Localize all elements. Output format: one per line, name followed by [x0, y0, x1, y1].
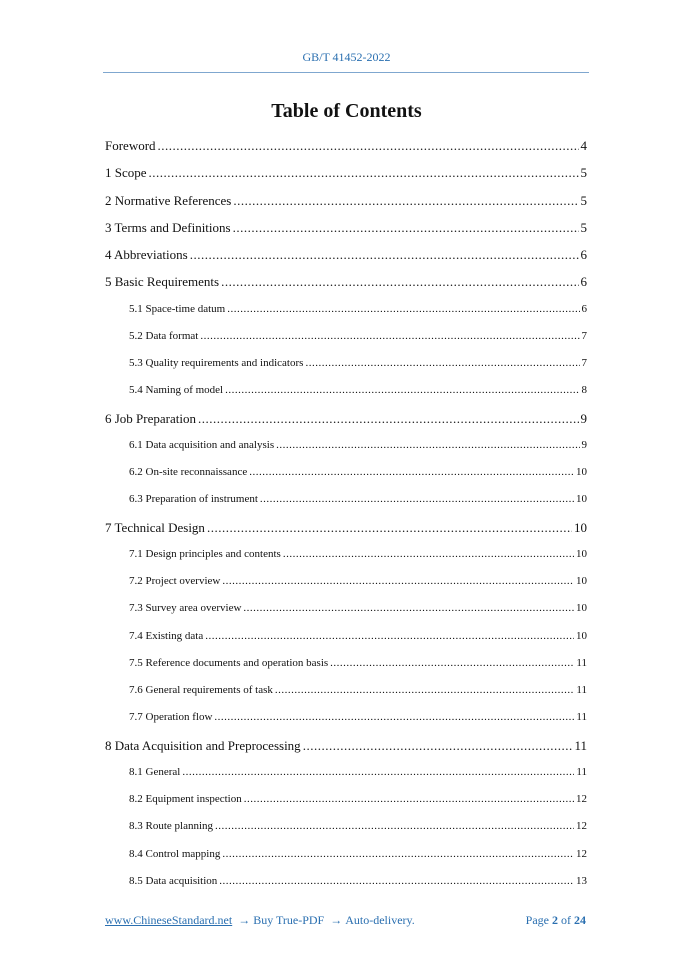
- toc-leader-dots: [233, 214, 579, 241]
- toc-entry[interactable]: [105, 514, 587, 541]
- toc-entry-label: 5.2 Data format: [129, 329, 199, 342]
- toc-entry[interactable]: [105, 459, 587, 486]
- page-title: Table of Contents: [271, 100, 422, 122]
- toc-entry-label: 7.2 Project overview: [129, 575, 221, 587]
- arrow-right-icon: →: [238, 913, 251, 927]
- page-footer: [105, 913, 586, 928]
- toc-entry-page: 10: [574, 519, 587, 535]
- page-total: 24: [574, 913, 586, 927]
- toc-entry-label: 7.5 Reference documents and operation basis: [129, 656, 329, 669]
- toc-leader-dots: [190, 241, 579, 268]
- page-current: 2: [552, 913, 558, 927]
- toc-entry-page: 5: [580, 219, 587, 235]
- toc-entry-label: 6.1 Data acquisition and analysis: [129, 438, 275, 451]
- page-of: of: [561, 913, 571, 927]
- toc-entry[interactable]: [105, 541, 587, 568]
- toc-entry[interactable]: [105, 786, 587, 813]
- toc-entry[interactable]: [105, 268, 587, 295]
- toc-entry[interactable]: [105, 159, 587, 186]
- toc-entry-page: 9: [580, 410, 587, 426]
- toc-entry-page: 10: [576, 575, 587, 587]
- toc-leader-dots: [221, 268, 578, 295]
- toc-leader-dots: [198, 405, 579, 432]
- toc-entry-page: 8: [581, 384, 587, 397]
- toc-leader-dots: [182, 759, 574, 786]
- toc-entry-page: 6: [581, 302, 587, 315]
- toc-entry[interactable]: [105, 405, 587, 432]
- document-header-code: GB/T 41452-2022: [302, 50, 391, 64]
- toc-entry-label: 5 Basic Requirements: [105, 274, 220, 290]
- toc-entry-label: 8.3 Route planning: [129, 820, 214, 833]
- toc-leader-dots: [243, 595, 574, 622]
- toc-entry-page: 6: [580, 247, 587, 262]
- toc-leader-dots: [249, 459, 574, 486]
- toc-leader-dots: [158, 132, 579, 159]
- toc-entry-label: 6 Job Preparation: [105, 410, 196, 426]
- toc-entry-page: 7: [581, 357, 587, 369]
- toc-entry[interactable]: [105, 241, 587, 268]
- toc-entry-page: 11: [574, 737, 587, 753]
- toc-entry[interactable]: [105, 759, 587, 786]
- toc-entry-page: 11: [576, 711, 587, 724]
- toc-entry[interactable]: [105, 813, 587, 840]
- toc-entry[interactable]: [105, 214, 587, 241]
- toc-entry-label: 8 Data Acquisition and Preprocessing: [105, 737, 301, 753]
- toc-entry-label: 4 Abbreviations: [105, 247, 188, 262]
- header-divider: [103, 72, 589, 73]
- footer-links: [105, 913, 415, 928]
- toc-entry[interactable]: [105, 595, 587, 622]
- toc-entry-page: 11: [576, 656, 587, 669]
- toc-entry-page: 10: [576, 629, 587, 642]
- toc-entry[interactable]: [105, 132, 587, 159]
- toc-leader-dots: [222, 841, 574, 868]
- toc-entry[interactable]: [105, 350, 587, 377]
- toc-entry-label: 8.4 Control mapping: [129, 847, 221, 860]
- toc-leader-dots: [227, 296, 579, 323]
- toc-entry[interactable]: [105, 377, 587, 404]
- toc-entry-label: 8.1 General: [129, 765, 181, 778]
- toc-entry-label: 7.3 Survey area overview: [129, 602, 242, 615]
- toc-leader-dots: [222, 568, 574, 595]
- toc-entry[interactable]: [105, 732, 587, 759]
- toc-leader-dots: [305, 350, 579, 377]
- toc-leader-dots: [275, 677, 575, 704]
- toc-entry-page: 11: [576, 765, 587, 778]
- toc-leader-dots: [260, 486, 574, 513]
- toc-entry-label: 7.4 Existing data: [129, 629, 204, 642]
- toc-leader-dots: [214, 704, 574, 731]
- toc-entry-label: 2 Normative References: [105, 192, 232, 208]
- toc-leader-dots: [225, 377, 579, 404]
- toc-entry[interactable]: [105, 623, 587, 650]
- toc-leader-dots: [233, 187, 578, 214]
- toc-entry-label: 6.3 Preparation of instrument: [129, 493, 258, 506]
- toc-leader-dots: [205, 623, 574, 650]
- toc-entry-page: 10: [576, 466, 587, 478]
- toc-entry-page: 12: [576, 847, 587, 860]
- auto-delivery-text: Auto-delivery.: [345, 913, 415, 927]
- toc-entry-label: 7.1 Design principles and contents: [129, 547, 281, 560]
- toc-entry-label: 1 Scope: [105, 165, 147, 181]
- toc-entry[interactable]: [105, 704, 587, 731]
- toc-leader-dots: [215, 813, 574, 840]
- toc-entry-page: 5: [580, 165, 587, 181]
- toc-entry-label: 7.7 Operation flow: [129, 711, 213, 724]
- toc-entry[interactable]: [105, 323, 587, 350]
- toc-entry-page: 10: [576, 547, 587, 560]
- toc-leader-dots: [219, 868, 574, 895]
- arrow-right-icon: →: [330, 913, 343, 927]
- toc-entry-page: 11: [576, 684, 587, 696]
- toc-entry[interactable]: [105, 568, 587, 595]
- toc-entry-page: 9: [581, 438, 587, 451]
- toc-leader-dots: [303, 732, 573, 759]
- toc-entry-page: 4: [580, 138, 587, 153]
- toc-entry-page: 12: [576, 793, 587, 805]
- table-of-contents: [105, 132, 587, 895]
- toc-entry-page: 13: [576, 874, 587, 887]
- toc-entry-label: 5.3 Quality requirements and indicators: [129, 357, 304, 369]
- toc-entry[interactable]: [105, 677, 587, 704]
- toc-entry[interactable]: [105, 432, 587, 459]
- toc-entry-label: 8.2 Equipment inspection: [129, 793, 242, 805]
- toc-entry-label: 5.1 Space-time datum: [129, 302, 226, 315]
- toc-leader-dots: [207, 514, 572, 541]
- toc-entry[interactable]: [105, 868, 587, 895]
- toc-entry[interactable]: [105, 486, 587, 513]
- toc-leader-dots: [200, 323, 579, 350]
- page-number: [526, 913, 586, 928]
- toc-entry-page: 7: [581, 329, 587, 342]
- toc-entry-label: 7 Technical Design: [105, 519, 205, 535]
- toc-entry[interactable]: [105, 650, 587, 677]
- toc-entry-label: 5.4 Naming of model: [129, 384, 224, 397]
- toc-leader-dots: [330, 650, 574, 677]
- toc-entry[interactable]: [105, 296, 587, 323]
- toc-entry-label: 6.2 On-site reconnaissance: [129, 466, 248, 478]
- toc-leader-dots: [244, 786, 574, 813]
- toc-entry-label: 7.6 General requirements of task: [129, 684, 273, 696]
- toc-entry-page: 10: [576, 493, 587, 506]
- toc-entry-label: 3 Terms and Definitions: [105, 219, 231, 235]
- toc-leader-dots: [276, 432, 579, 459]
- toc-entry[interactable]: [105, 187, 587, 214]
- toc-entry-page: 6: [580, 274, 587, 290]
- toc-entry-page: 12: [576, 820, 587, 833]
- toc-entry-page: 5: [580, 192, 587, 208]
- page-word: Page: [525, 913, 549, 927]
- toc-entry-page: 10: [576, 602, 587, 615]
- toc-entry-label: 8.5 Data acquisition: [129, 874, 218, 887]
- site-link[interactable]: www.ChineseStandard.net: [105, 913, 233, 927]
- toc-entry[interactable]: [105, 841, 587, 868]
- toc-entry-label: Foreword: [105, 138, 156, 153]
- toc-leader-dots: [283, 541, 574, 568]
- buy-true-pdf-text: Buy True-PDF: [253, 913, 325, 927]
- toc-leader-dots: [149, 159, 579, 186]
